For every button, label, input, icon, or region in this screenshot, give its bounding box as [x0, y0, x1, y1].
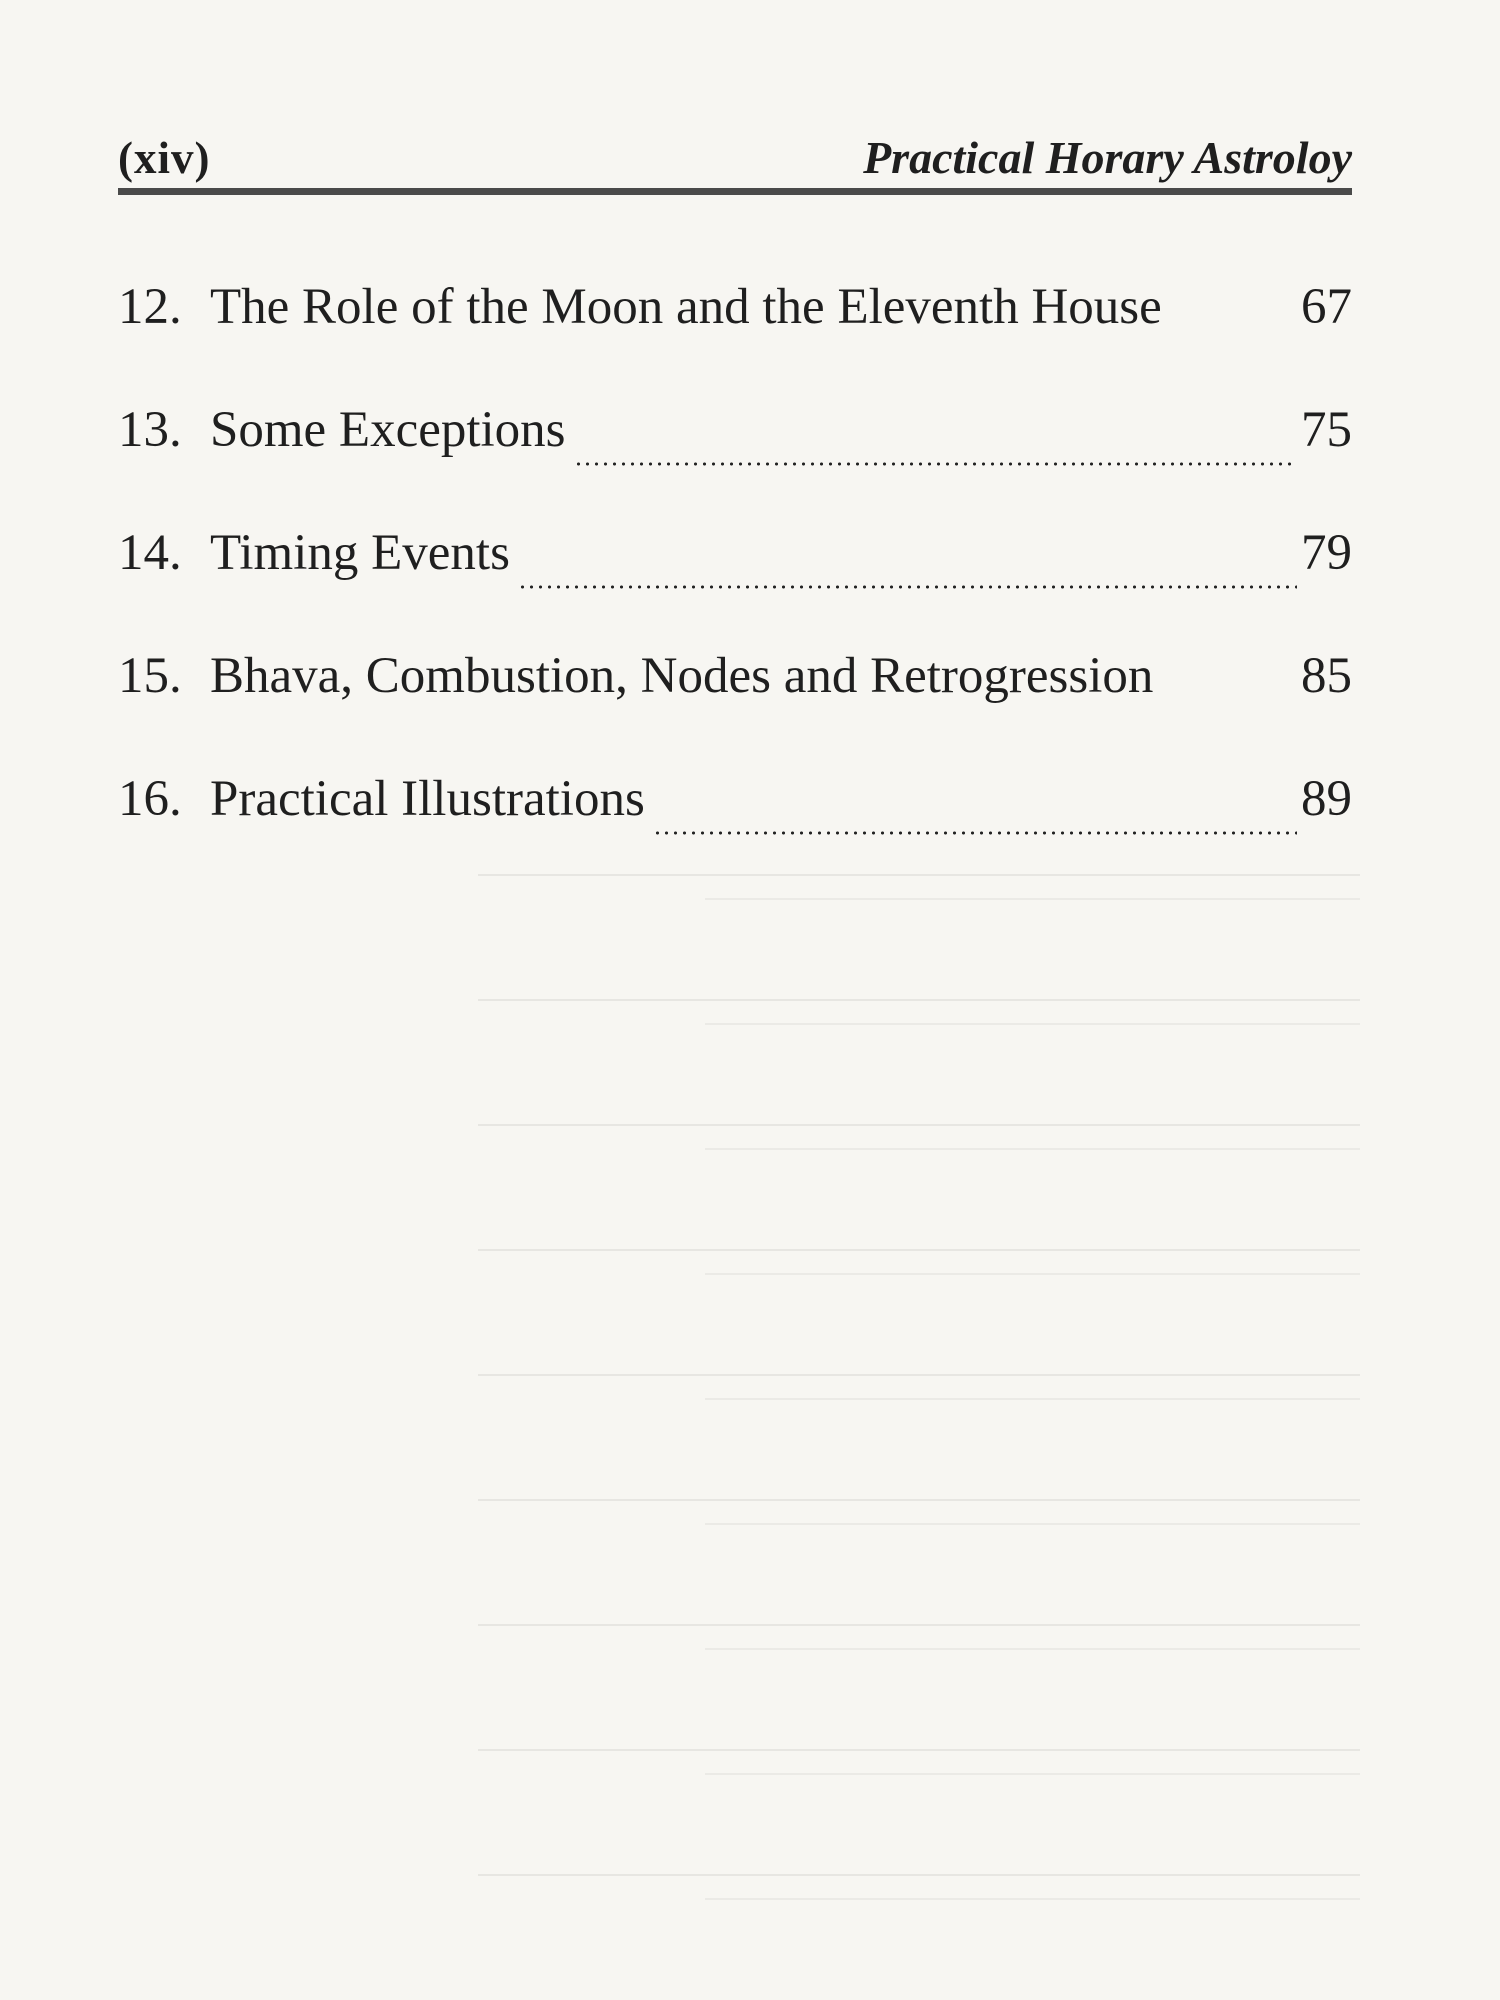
- chapter-page: 75: [1301, 401, 1352, 458]
- bleed-through-texture: [100, 820, 1360, 1960]
- dot-leader: [1170, 338, 1297, 344]
- chapter-title: Bhava, Combustion, Nodes and Retrogression: [210, 647, 1154, 704]
- chapter-page: 89: [1301, 770, 1352, 827]
- toc-entry: [118, 737, 1352, 860]
- header-rule: [118, 188, 1352, 195]
- chapter-number: 13.: [118, 401, 182, 458]
- book-title: Practical Horary Astroloy: [863, 132, 1352, 183]
- dot-leader: [653, 830, 1297, 836]
- dot-leader: [1161, 707, 1297, 713]
- chapter-page: 79: [1301, 524, 1352, 581]
- chapter-number: 12.: [118, 278, 182, 335]
- chapter-number: 14.: [118, 524, 182, 581]
- toc-entry: [118, 491, 1352, 614]
- chapter-title: Timing Events: [210, 524, 510, 581]
- chapter-title: Some Exceptions: [210, 401, 566, 458]
- chapter-title: Practical Illustrations: [210, 770, 645, 827]
- dot-leader: [518, 584, 1297, 590]
- chapter-page: 67: [1301, 278, 1352, 335]
- toc-entry: [118, 614, 1352, 737]
- page-number: (xiv): [118, 133, 211, 183]
- toc-entry: [118, 368, 1352, 491]
- chapter-page: 85: [1301, 647, 1352, 704]
- table-of-contents: [118, 245, 1352, 860]
- dot-leader: [574, 461, 1297, 467]
- toc-entry: [118, 245, 1352, 368]
- chapter-number: 16.: [118, 770, 182, 827]
- chapter-number: 15.: [118, 647, 182, 704]
- chapter-title: The Role of the Moon and the Eleventh House: [210, 278, 1162, 335]
- running-head: [118, 128, 1352, 184]
